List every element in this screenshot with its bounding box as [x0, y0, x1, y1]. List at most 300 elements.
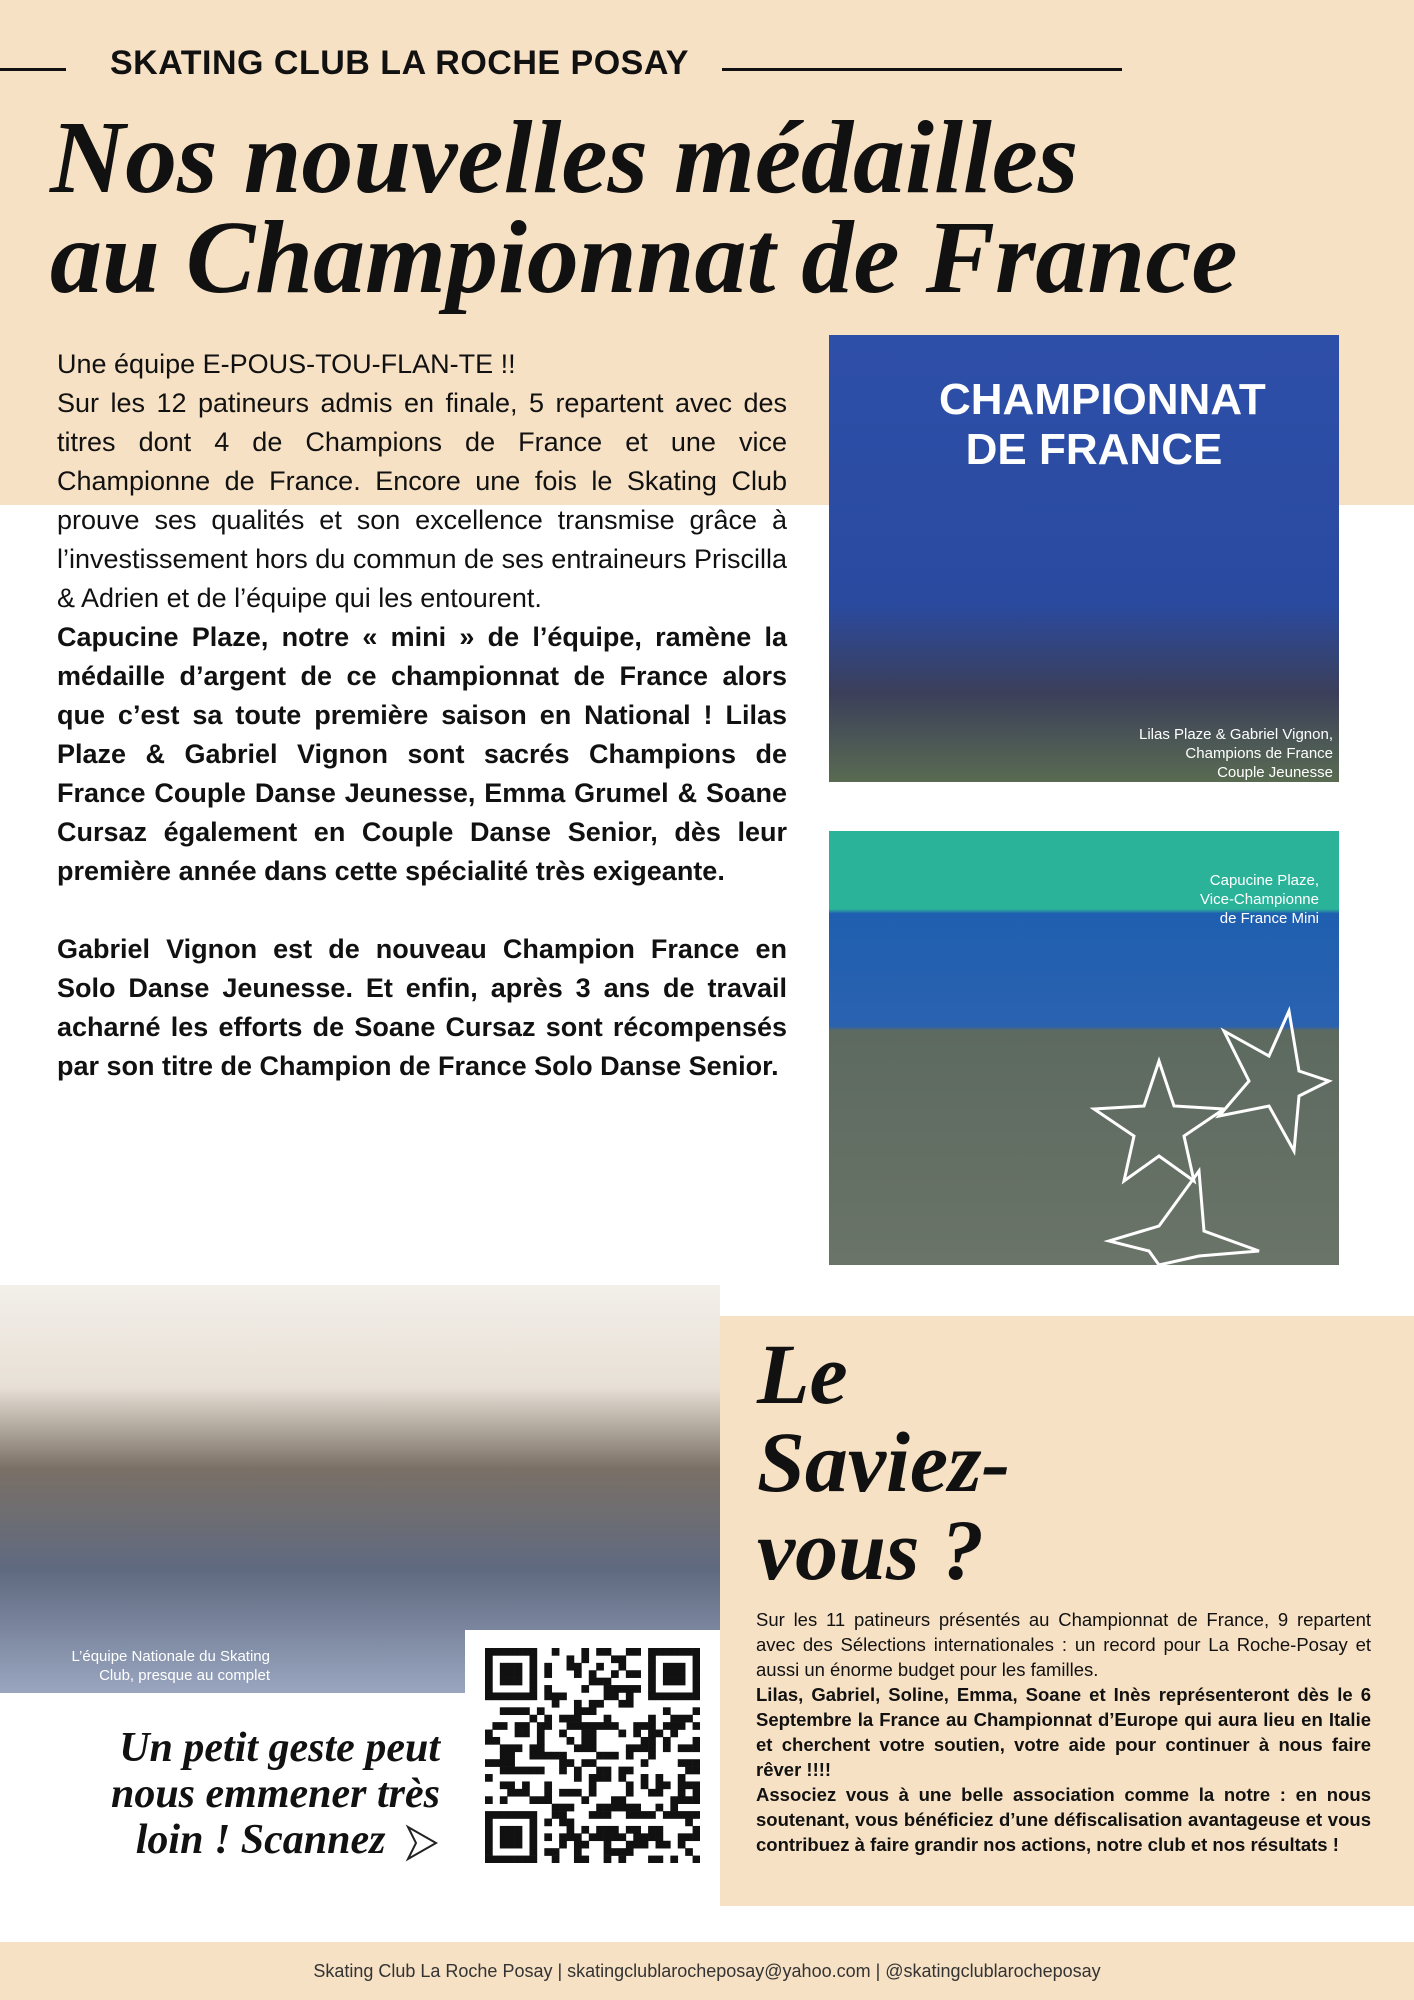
article-paragraph: Une équipe E-POUS-TOU-FLAN-TE !!: [57, 349, 516, 379]
qr-module: [648, 1737, 656, 1745]
qr-module: [656, 1774, 664, 1782]
qr-module: [604, 1678, 612, 1686]
podium-photo: [829, 335, 1339, 782]
qr-module: [678, 1789, 686, 1797]
qr-module: [485, 1841, 493, 1849]
qr-module: [485, 1796, 493, 1804]
qr-module: [515, 1648, 523, 1656]
qr-module: [581, 1744, 589, 1752]
qr-module: [522, 1811, 530, 1819]
qr-module: [626, 1744, 634, 1752]
qr-module: [626, 1811, 634, 1819]
qr-module: [604, 1848, 612, 1856]
qr-module: [507, 1707, 515, 1715]
qr-module: [626, 1700, 634, 1708]
qr-module: [678, 1781, 686, 1789]
qr-module: [596, 1774, 604, 1782]
qr-module: [648, 1678, 656, 1686]
fact-heading: [757, 1326, 1011, 1598]
qr-module: [626, 1804, 634, 1812]
qr-module: [581, 1841, 589, 1849]
qr-module: [618, 1730, 626, 1738]
paragraph-spacer: [57, 891, 787, 930]
divider: [0, 68, 66, 71]
solo-skater-photo: [829, 831, 1339, 1265]
qr-module: [693, 1796, 700, 1804]
qr-module: [552, 1648, 560, 1656]
qr-module: [515, 1789, 523, 1797]
qr-module: [485, 1848, 493, 1856]
qr-module: [559, 1789, 567, 1797]
qr-module: [656, 1789, 664, 1797]
qr-module: [552, 1856, 560, 1863]
qr-module: [685, 1692, 693, 1700]
qr-module: [604, 1752, 612, 1760]
qr-module: [685, 1715, 693, 1723]
qr-module: [515, 1678, 523, 1686]
qr-module: [544, 1663, 552, 1671]
qr-module: [485, 1670, 493, 1678]
qr-module: [685, 1744, 693, 1752]
qr-code[interactable]: [465, 1630, 720, 1881]
qr-module: [581, 1722, 589, 1730]
qr-module: [574, 1663, 582, 1671]
qr-module: [544, 1752, 552, 1760]
qr-module: [559, 1767, 567, 1775]
qr-module: [656, 1833, 664, 1841]
qr-module: [485, 1730, 493, 1738]
qr-module: [515, 1767, 523, 1775]
qr-module: [507, 1811, 515, 1819]
heading-line: Saviez-: [757, 1414, 1011, 1510]
qr-module: [581, 1826, 589, 1834]
qr-module: [678, 1648, 686, 1656]
qr-module: [648, 1833, 656, 1841]
qr-module: [693, 1811, 700, 1819]
qr-module: [663, 1744, 671, 1752]
qr-module: [618, 1685, 626, 1693]
qr-module: [507, 1744, 515, 1752]
qr-module: [678, 1811, 686, 1819]
qr-module: [596, 1663, 604, 1671]
arrow-right-icon: [404, 1823, 440, 1863]
qr-module: [507, 1752, 515, 1760]
article-body: [57, 345, 787, 1086]
qr-module: [515, 1833, 523, 1841]
qr-module: [529, 1678, 537, 1686]
qr-module: [485, 1685, 493, 1693]
qr-module: [618, 1655, 626, 1663]
qr-module: [485, 1774, 493, 1782]
qr-module: [581, 1759, 589, 1767]
qr-module: [611, 1833, 619, 1841]
qr-module: [663, 1692, 671, 1700]
qr-module: [611, 1826, 619, 1834]
qr-module: [626, 1848, 634, 1856]
qr-module: [492, 1759, 500, 1767]
title-line: Nos nouvelles médailles: [50, 100, 1079, 215]
caption-line: L’équipe Nationale du Skating: [71, 1648, 270, 1665]
qr-module: [663, 1648, 671, 1656]
qr-module: [589, 1700, 597, 1708]
qr-module: [507, 1670, 515, 1678]
qr-module: [515, 1692, 523, 1700]
qr-module: [678, 1715, 686, 1723]
qr-module: [544, 1670, 552, 1678]
qr-module: [581, 1685, 589, 1693]
qr-module: [581, 1730, 589, 1738]
qr-module: [626, 1670, 634, 1678]
qr-module: [678, 1774, 686, 1782]
qr-module: [693, 1663, 700, 1671]
qr-module: [626, 1767, 634, 1775]
qr-module: [507, 1759, 515, 1767]
divider: [722, 68, 1122, 71]
qr-module: [529, 1796, 537, 1804]
qr-module: [633, 1833, 641, 1841]
qr-module: [515, 1670, 523, 1678]
qr-module: [604, 1833, 612, 1841]
qr-module: [656, 1692, 664, 1700]
qr-module: [604, 1685, 612, 1693]
qr-module: [626, 1692, 634, 1700]
qr-module: [485, 1826, 493, 1834]
qr-module: [500, 1752, 508, 1760]
qr-module: [500, 1744, 508, 1752]
qr-module: [500, 1759, 508, 1767]
qr-module: [633, 1722, 641, 1730]
qr-module: [678, 1796, 686, 1804]
qr-module: [500, 1678, 508, 1686]
qr-module: [500, 1670, 508, 1678]
qr-module: [574, 1722, 582, 1730]
qr-module: [492, 1722, 500, 1730]
qr-module: [485, 1655, 493, 1663]
qr-module: [492, 1811, 500, 1819]
qr-module: [633, 1670, 641, 1678]
qr-module: [552, 1692, 560, 1700]
qr-module: [604, 1767, 612, 1775]
qr-module: [515, 1811, 523, 1819]
qr-module: [670, 1804, 678, 1812]
qr-module: [670, 1670, 678, 1678]
qr-module: [507, 1856, 515, 1863]
qr-module: [522, 1856, 530, 1863]
qr-module: [693, 1707, 700, 1715]
qr-module: [574, 1774, 582, 1782]
qr-module: [693, 1833, 700, 1841]
qr-module: [693, 1670, 700, 1678]
qr-module: [544, 1789, 552, 1797]
qr-module: [678, 1833, 686, 1841]
qr-module: [574, 1707, 582, 1715]
qr-module: [485, 1819, 493, 1827]
qr-module: [567, 1715, 575, 1723]
qr-module: [515, 1841, 523, 1849]
qr-module: [596, 1752, 604, 1760]
qr-module: [641, 1811, 649, 1819]
qr-module: [589, 1811, 597, 1819]
qr-module: [537, 1767, 545, 1775]
qr-module: [567, 1833, 575, 1841]
qr-module: [492, 1856, 500, 1863]
qr-module: [581, 1655, 589, 1663]
fact-paragraph: Associez vous à une belle association comme la notre : en nous soutenant, vous bénéficiez d’une défiscalisation avantageuse et vous contribuez à faire grandir nos actions, notre club et nos résultats !: [756, 1784, 1371, 1855]
qr-module: [670, 1796, 678, 1804]
qr-module: [507, 1648, 515, 1656]
qr-module: [596, 1722, 604, 1730]
qr-module: [507, 1833, 515, 1841]
qr-module: [574, 1789, 582, 1797]
qr-module: [604, 1811, 612, 1819]
qr-module: [522, 1648, 530, 1656]
qr-module: [656, 1804, 664, 1812]
qr-module: [633, 1811, 641, 1819]
qr-module: [596, 1826, 604, 1834]
qr-module: [485, 1692, 493, 1700]
qr-module: [507, 1841, 515, 1849]
qr-module: [589, 1722, 597, 1730]
caption-line: Champions de France: [1185, 745, 1333, 762]
qr-module: [515, 1744, 523, 1752]
qr-module: [589, 1781, 597, 1789]
qr-module: [670, 1678, 678, 1686]
qr-module: [618, 1804, 626, 1812]
qr-module: [559, 1715, 567, 1723]
qr-module: [611, 1752, 619, 1760]
qr-module: [633, 1648, 641, 1656]
qr-code-icon: [485, 1648, 700, 1863]
qr-module: [678, 1692, 686, 1700]
qr-module: [522, 1781, 530, 1789]
qr-module: [633, 1730, 641, 1738]
qr-module: [567, 1655, 575, 1663]
qr-module: [685, 1796, 693, 1804]
heading-line: vous ?: [757, 1502, 984, 1598]
qr-module: [522, 1692, 530, 1700]
qr-module: [604, 1692, 612, 1700]
qr-module: [670, 1811, 678, 1819]
qr-module: [567, 1804, 575, 1812]
qr-module: [648, 1663, 656, 1671]
qr-module: [641, 1781, 649, 1789]
banner-text: CHAMPIONNAT DE FRANCE: [939, 375, 1266, 474]
qr-module: [507, 1767, 515, 1775]
qr-module: [626, 1841, 634, 1849]
qr-module: [633, 1826, 641, 1834]
caption-line: Club, presque au complet: [99, 1667, 270, 1684]
qr-module: [663, 1670, 671, 1678]
qr-module: [648, 1715, 656, 1723]
qr-module: [559, 1833, 567, 1841]
qr-module: [685, 1819, 693, 1827]
qr-module: [648, 1744, 656, 1752]
qr-module: [500, 1648, 508, 1656]
qr-module: [633, 1685, 641, 1693]
qr-module: [611, 1692, 619, 1700]
qr-module: [559, 1730, 567, 1738]
qr-module: [544, 1715, 552, 1723]
qr-module: [529, 1767, 537, 1775]
qr-module: [663, 1707, 671, 1715]
qr-module: [552, 1700, 560, 1708]
qr-module: [544, 1819, 552, 1827]
qr-module: [693, 1767, 700, 1775]
qr-module: [567, 1759, 575, 1767]
qr-module: [618, 1774, 626, 1782]
qr-module: [529, 1848, 537, 1856]
qr-module: [693, 1648, 700, 1656]
qr-module: [589, 1759, 597, 1767]
qr-module: [596, 1678, 604, 1686]
article-paragraph: Gabriel Vignon est de nouveau Champion France en Solo Danse Jeunesse. Et enfin, après 3 ans de travail acharné les efforts de Soane Cursaz sont récompensés par son titre de Champion de France Solo Danse Senior.: [57, 934, 787, 1081]
qr-module: [663, 1678, 671, 1686]
qr-module: [507, 1678, 515, 1686]
qr-module: [648, 1752, 656, 1760]
qr-module: [611, 1804, 619, 1812]
qr-module: [500, 1663, 508, 1671]
qr-module: [529, 1663, 537, 1671]
qr-module: [507, 1789, 515, 1797]
qr-module: [537, 1707, 545, 1715]
qr-module: [559, 1759, 567, 1767]
qr-module: [648, 1685, 656, 1693]
qr-module: [581, 1648, 589, 1656]
qr-module: [685, 1811, 693, 1819]
qr-module: [663, 1781, 671, 1789]
qr-module: [626, 1752, 634, 1760]
qr-module: [559, 1841, 567, 1849]
qr-module: [611, 1670, 619, 1678]
qr-module: [581, 1796, 589, 1804]
qr-module: [648, 1692, 656, 1700]
caption-line: Vice-Championne: [1200, 891, 1319, 908]
qr-module: [663, 1737, 671, 1745]
cta-line: [30, 1817, 440, 1863]
qr-module: [522, 1730, 530, 1738]
qr-module: [537, 1744, 545, 1752]
qr-module: [485, 1737, 493, 1745]
qr-module: [500, 1811, 508, 1819]
qr-module: [537, 1722, 545, 1730]
qr-module: [656, 1730, 664, 1738]
qr-module: [685, 1833, 693, 1841]
qr-module: [656, 1841, 664, 1849]
qr-module: [589, 1678, 597, 1686]
qr-module: [500, 1767, 508, 1775]
qr-module: [574, 1833, 582, 1841]
qr-module: [648, 1856, 656, 1863]
qr-module: [618, 1663, 626, 1671]
qr-module: [537, 1796, 545, 1804]
qr-module: [618, 1767, 626, 1775]
qr-module: [567, 1789, 575, 1797]
qr-module: [485, 1759, 493, 1767]
photo-caption: [72, 1647, 271, 1685]
qr-module: [596, 1648, 604, 1656]
caption-line: Couple Jeunesse: [1217, 764, 1333, 781]
qr-module: [648, 1826, 656, 1834]
qr-module: [544, 1848, 552, 1856]
heading-line: Le: [757, 1326, 848, 1422]
qr-module: [685, 1767, 693, 1775]
qr-module: [596, 1833, 604, 1841]
qr-module: [529, 1826, 537, 1834]
qr-module: [529, 1692, 537, 1700]
qr-module: [581, 1707, 589, 1715]
qr-module: [589, 1730, 597, 1738]
qr-module: [544, 1833, 552, 1841]
qr-module: [559, 1811, 567, 1819]
qr-module: [529, 1833, 537, 1841]
qr-module: [529, 1811, 537, 1819]
qr-module: [529, 1685, 537, 1693]
qr-module: [507, 1826, 515, 1834]
qr-module: [589, 1833, 597, 1841]
photo-caption: [1139, 725, 1333, 782]
qr-module: [485, 1663, 493, 1671]
qr-module: [500, 1707, 508, 1715]
qr-module: [537, 1752, 545, 1760]
qr-module: [515, 1826, 523, 1834]
qr-module: [604, 1715, 612, 1723]
qr-module: [693, 1722, 700, 1730]
qr-module: [559, 1692, 567, 1700]
qr-module: [596, 1804, 604, 1812]
qr-module: [693, 1826, 700, 1834]
qr-module: [515, 1856, 523, 1863]
qr-module: [581, 1737, 589, 1745]
qr-module: [492, 1692, 500, 1700]
qr-module: [522, 1722, 530, 1730]
qr-module: [522, 1707, 530, 1715]
qr-module: [604, 1648, 612, 1656]
caption-line: Lilas Plaze & Gabriel Vignon,: [1138, 726, 1333, 743]
qr-module: [693, 1856, 700, 1863]
caption-line: de France Mini: [1219, 910, 1319, 927]
cta-line: nous emmener très: [110, 1771, 440, 1817]
qr-module: [574, 1670, 582, 1678]
qr-module: [515, 1722, 523, 1730]
qr-module: [596, 1700, 604, 1708]
qr-module: [567, 1663, 575, 1671]
page-title: [50, 100, 1238, 315]
qr-module: [678, 1678, 686, 1686]
qr-module: [529, 1655, 537, 1663]
qr-module: [507, 1692, 515, 1700]
call-to-action: [30, 1725, 440, 1863]
qr-module: [618, 1848, 626, 1856]
qr-module: [641, 1759, 649, 1767]
qr-module: [522, 1789, 530, 1797]
qr-module: [581, 1856, 589, 1863]
qr-module: [529, 1715, 537, 1723]
qr-module: [670, 1648, 678, 1656]
qr-module: [567, 1826, 575, 1834]
qr-module: [604, 1774, 612, 1782]
qr-module: [544, 1722, 552, 1730]
qr-module: [678, 1663, 686, 1671]
qr-module: [663, 1663, 671, 1671]
qr-module: [678, 1841, 686, 1849]
qr-module: [611, 1796, 619, 1804]
qr-module: [529, 1752, 537, 1760]
qr-module: [567, 1722, 575, 1730]
qr-module: [492, 1737, 500, 1745]
article-paragraph: Capucine Plaze, notre « mini » de l’équipe, ramène la médaille d’argent de ce championnat de France alors que c’est sa toute première saison en National ! Lilas Plaze & Gabriel Vignon sont sacrés Champions de France Couple Danse Jeunesse, Emma Grumel & Soane Cursaz également en Couple Danse Senior, dès leur première année dans cette spécialité très exigeante.: [57, 622, 787, 886]
qr-module: [656, 1648, 664, 1656]
caption-line: Capucine Plaze,: [1209, 872, 1319, 889]
